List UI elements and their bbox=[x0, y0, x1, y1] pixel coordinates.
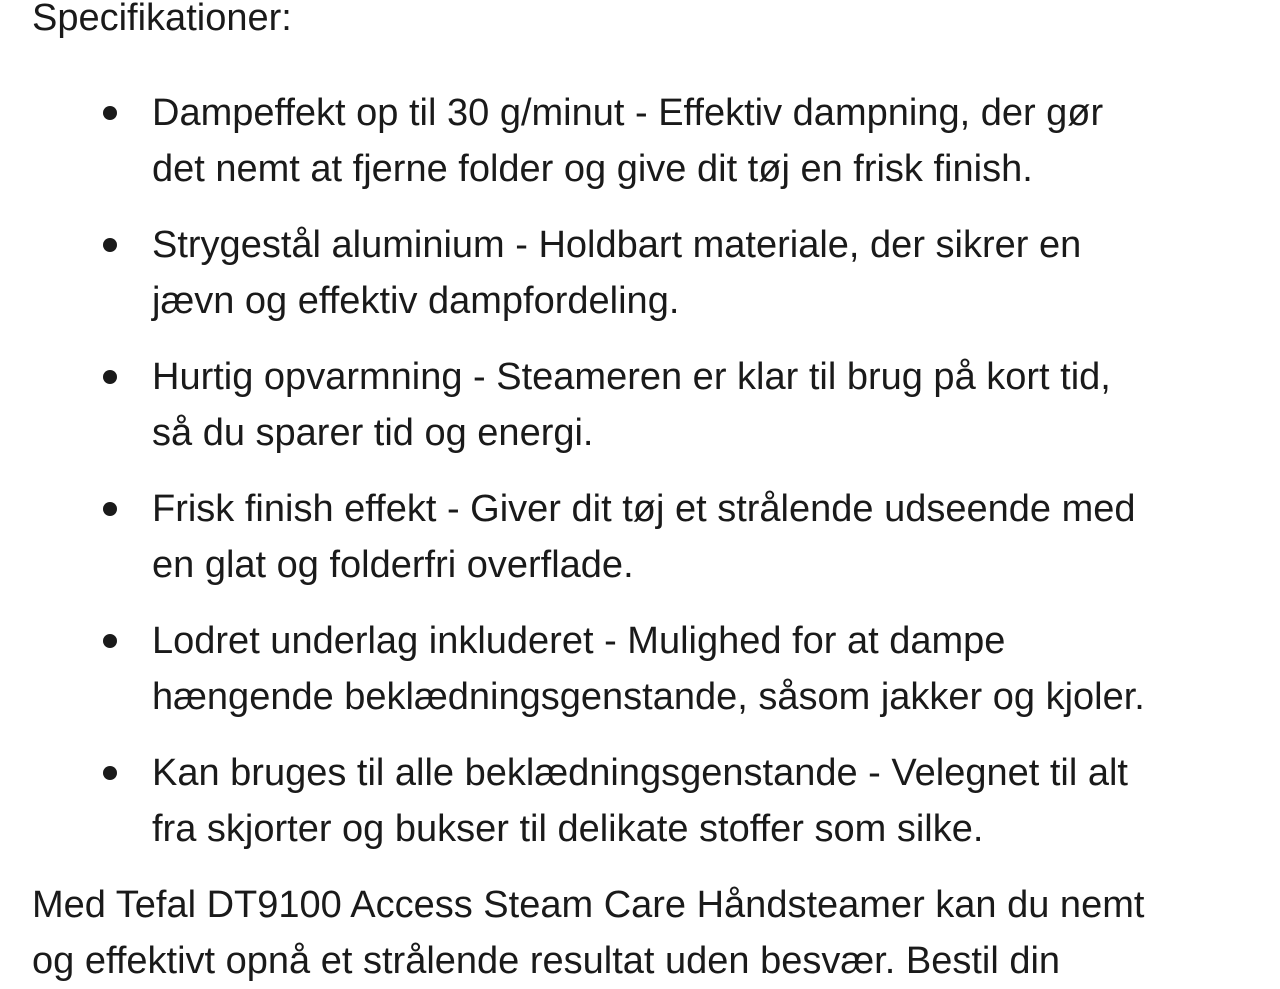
item-text: fra skjorter og bukser til delikate stoffer som silke. bbox=[152, 808, 984, 850]
bullet-icon bbox=[103, 502, 117, 516]
paragraph-line: Med Tefal DT9100 Access Steam Care Håndsteamer kan du nemt bbox=[32, 884, 1145, 926]
list-item bbox=[0, 349, 1145, 461]
list-item bbox=[0, 217, 1145, 329]
list-item bbox=[0, 745, 1145, 857]
list-item bbox=[0, 481, 1145, 593]
bullet-icon bbox=[103, 238, 117, 252]
section-heading: Specifikationer: bbox=[32, 0, 292, 39]
bullet-icon bbox=[103, 106, 117, 120]
paragraph-line: og effektivt opnå et strålende resultat uden besvær. Bestil din bbox=[32, 940, 1061, 982]
list-item bbox=[0, 85, 1145, 197]
bullet-icon bbox=[103, 370, 117, 384]
item-text: en glat og folderfri overflade. bbox=[152, 544, 634, 586]
item-text: Lodret underlag inkluderet - Mulighed for at dampe bbox=[152, 620, 1006, 662]
item-text: Frisk finish effekt - Giver dit tøj et strålende udseende med bbox=[152, 488, 1136, 530]
list-item bbox=[0, 613, 1145, 725]
bullet-icon bbox=[103, 766, 117, 780]
item-text: så du sparer tid og energi. bbox=[152, 412, 594, 454]
closing-paragraph bbox=[32, 877, 1144, 989]
item-text: Strygestål aluminium - Holdbart materiale, der sikrer en bbox=[152, 224, 1082, 266]
item-text: Hurtig opvarmning - Steameren er klar til brug på kort tid, bbox=[152, 356, 1111, 398]
item-text: Dampeffekt op til 30 g/minut - Effektiv dampning, der gør bbox=[152, 92, 1104, 134]
item-text: det nemt at fjerne folder og give dit tøj en frisk finish. bbox=[152, 148, 1033, 190]
specification-list bbox=[0, 85, 1145, 877]
item-text: hængende beklædningsgenstande, såsom jakker og kjoler. bbox=[152, 676, 1145, 718]
item-text: Kan bruges til alle beklædningsgenstande - Velegnet til alt bbox=[152, 752, 1128, 794]
item-text: jævn og effektiv dampfordeling. bbox=[152, 280, 680, 322]
bullet-icon bbox=[103, 634, 117, 648]
